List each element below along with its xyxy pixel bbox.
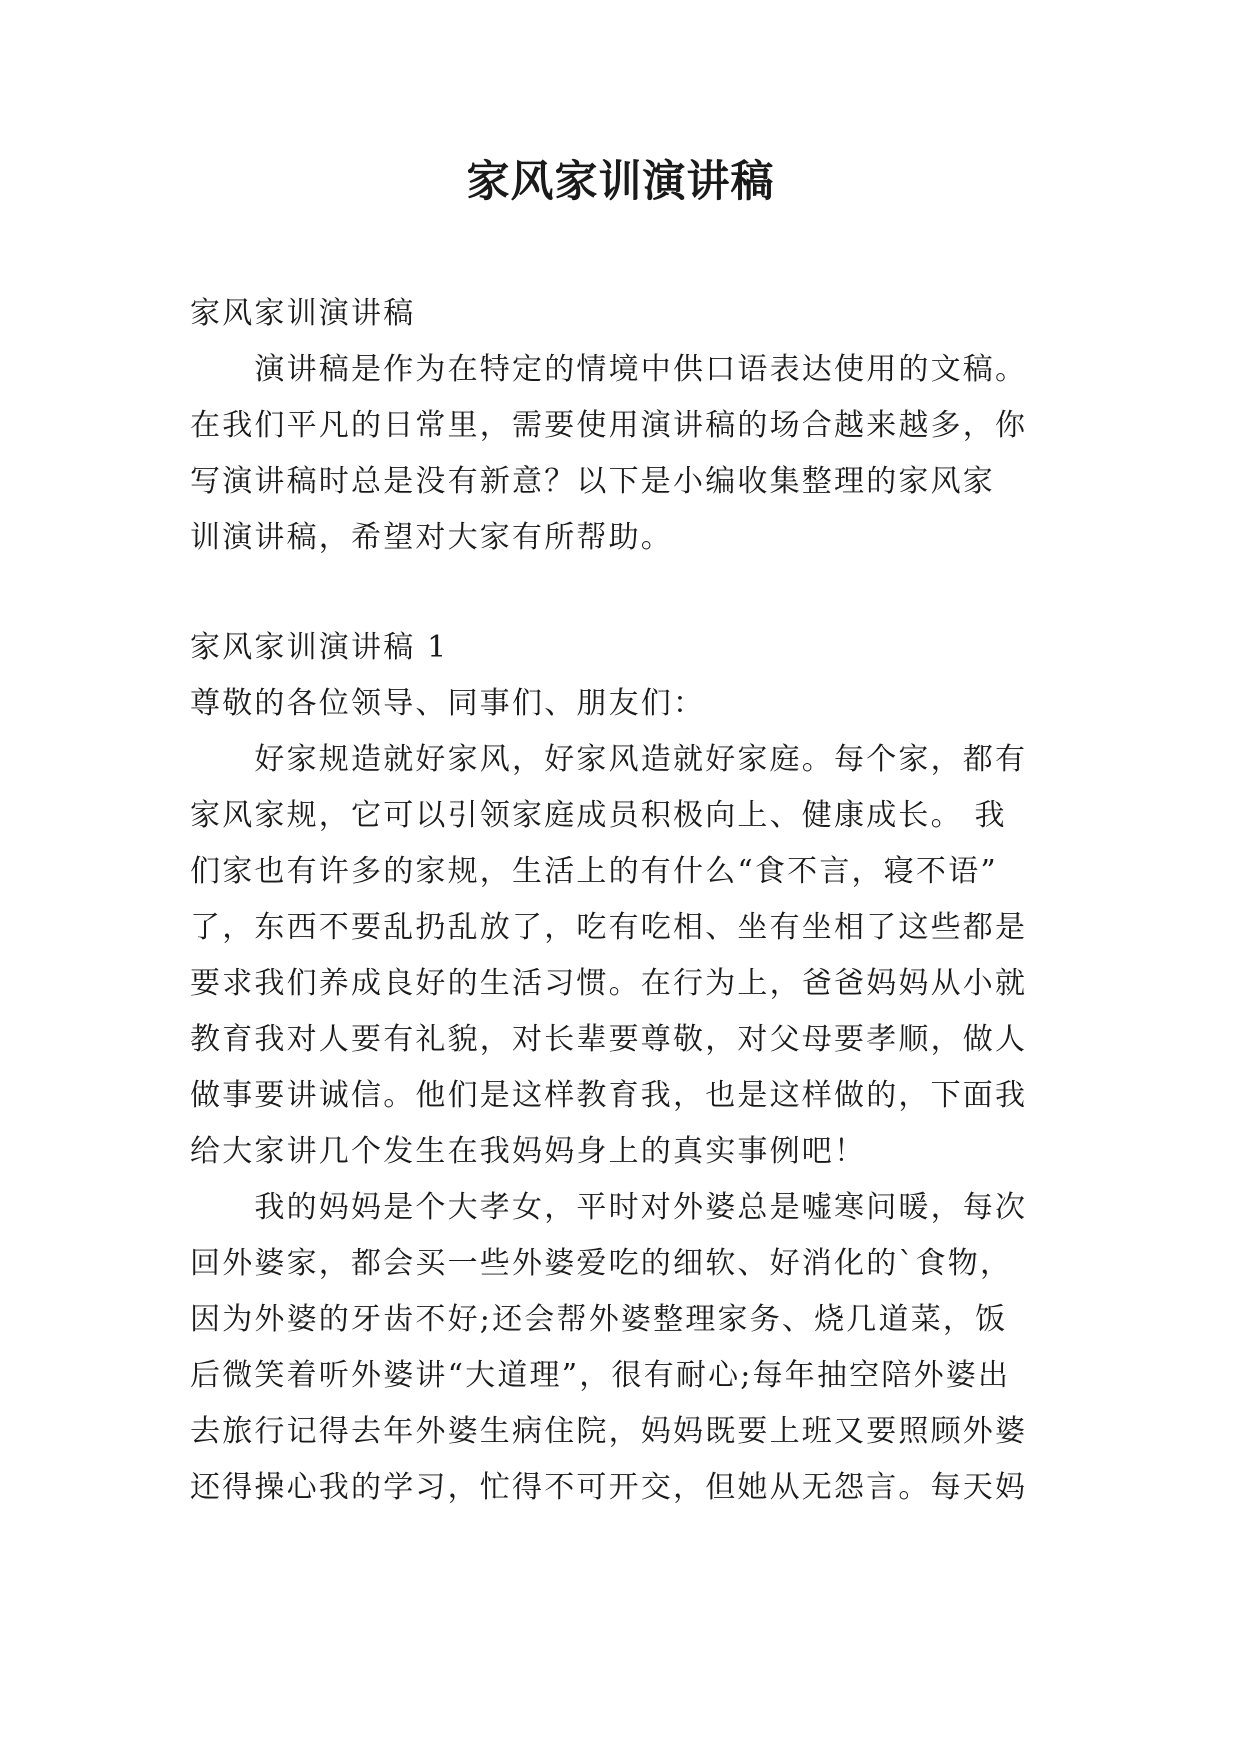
intro-line: 在我们平凡的日常里，需要使用演讲稿的场合越来越多，你 — [190, 408, 1028, 443]
body-line: 给大家讲几个发生在我妈妈身上的真实事例吧！ — [190, 1134, 867, 1169]
body-line: 还得操心我的学习，忙得不可开交，但她从无怨言。每天妈 — [190, 1470, 1028, 1505]
intro-line: 演讲稿是作为在特定的情境中供口语表达使用的文稿。 — [190, 352, 1028, 387]
intro-line: 训演讲稿，希望对大家有所帮助。 — [190, 520, 673, 555]
body-line: 我的妈妈是个大孝女，平时对外婆总是嘘寒问暖，每次 — [190, 1190, 1028, 1225]
subtitle-line: 家风家训演讲稿 — [190, 296, 416, 331]
body-line: 家风家规，它可以引领家庭成员积极向上、健康成长。 我 — [190, 798, 1007, 833]
body-line: 们家也有许多的家规，生活上的有什么“食不言，寝不语” — [190, 854, 998, 889]
section-heading: 家风家训演讲稿 1 — [190, 630, 449, 665]
body-line: 好家规造就好家风，好家风造就好家庭。每个家，都有 — [190, 742, 1028, 777]
document-title: 家风家训演讲稿 — [466, 157, 775, 207]
section-gap — [190, 566, 1090, 620]
salutation: 尊敬的各位领导、同事们、朋友们： — [190, 686, 706, 721]
body-line: 做事要讲诚信。他们是这样教育我，也是这样做的，下面我 — [190, 1078, 1028, 1113]
document-body — [190, 286, 1090, 1516]
body-line: 回外婆家，都会买一些外婆爱吃的细软、好消化的`食物， — [190, 1246, 1013, 1281]
body-line: 去旅行记得去年外婆生病住院，妈妈既要上班又要照顾外婆 — [190, 1414, 1028, 1449]
body-line: 教育我对人要有礼貌，对长辈要尊敬，对父母要孝顺，做人 — [190, 1022, 1028, 1057]
body-line: 因为外婆的牙齿不好;还会帮外婆整理家务、烧几道菜，饭 — [190, 1302, 1008, 1337]
intro-line: 写演讲稿时总是没有新意？以下是小编收集整理的家风家 — [190, 464, 995, 499]
body-line: 后微笑着听外婆讲“大道理”，很有耐心;每年抽空陪外婆出 — [190, 1358, 1011, 1393]
body-line: 了，东西不要乱扔乱放了，吃有吃相、坐有坐相了这些都是 — [190, 910, 1028, 945]
body-line: 要求我们养成良好的生活习惯。在行为上，爸爸妈妈从小就 — [190, 966, 1028, 1001]
